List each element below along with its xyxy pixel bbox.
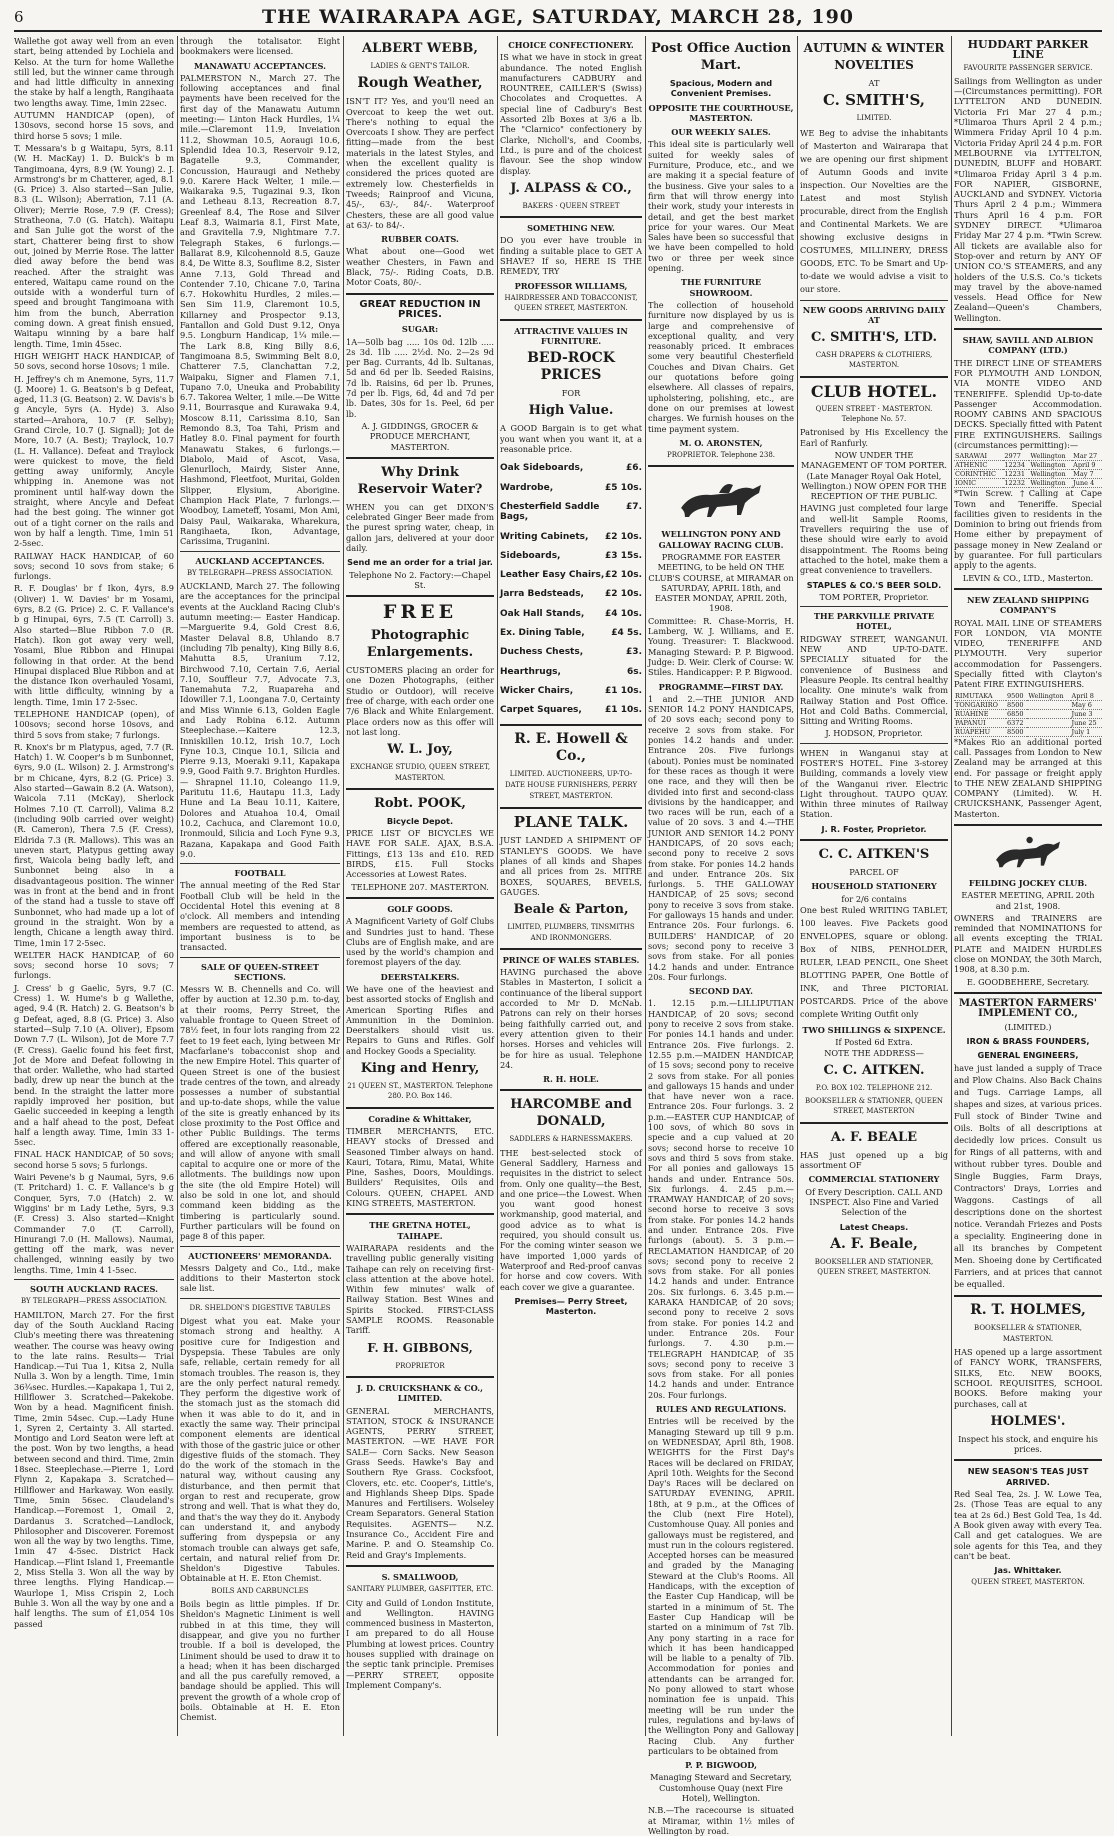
table-row: IONIC 12232 Wellington June 4 xyxy=(954,479,1102,488)
table-row: RUAHINE 6850 June 3 xyxy=(954,709,1102,718)
advert-sub: BOOKSELLER & STATIONER, QUEEN STREET, MASTERTON xyxy=(804,1097,944,1116)
advert-sub: Send me an order for a trial jar. xyxy=(347,557,493,568)
section-heading: FOOTBALL xyxy=(234,868,286,879)
advert-heading: SHAW, SAVILL AND ALBION COMPANY (LTD.) xyxy=(962,335,1094,356)
advert-text: HAS opened up a large assortment of FANCY WORK, TRANSFERS, SILKS, Etc. NEW BOOKS, SCHOOL REQUISITES, SCHOOL BOOKS. Before making your purchases, call at xyxy=(954,1347,1102,1409)
advert-sub: 21 QUEEN ST., MASTERTON. Telephone 280. P.O. Box 146. xyxy=(347,1082,493,1101)
advert-title: Coradine & Whittaker, xyxy=(368,1113,472,1124)
column-shipping-merchants xyxy=(954,36,1102,1736)
advert-sign: Premises— Perry Street, Masterton. xyxy=(514,1295,628,1317)
advert-sub: Managing Steward and Secretary, Customhouse Quay (next Fire Hotel), Wellington. xyxy=(650,1772,792,1804)
advert-sub: LIMITED, PLUMBERS, TINSMITHS AND IRONMONGERS. xyxy=(507,923,635,942)
advert-sub: Bicycle Depot. xyxy=(386,815,454,826)
race-heading: RAILWAY HACK HANDICAP, of 60 sovs; second 10 sovs from stake; 6 furlongs. xyxy=(14,550,174,582)
table-row: CORINTHIC 12231 Wellington May 7 xyxy=(954,470,1102,479)
advert-text: *Makes Rio an additional ported call. Passages from London to New Zealand may be arranged at this end. For passage or freight apply to THE NEW ZEALAND SHIPPING COMPANY (Limited). W. H. CRUICKSHANK, Passenger Agent, Masterton. xyxy=(954,736,1102,819)
advert-heading: DEERSTALKERS. xyxy=(380,971,460,982)
column-adverts-a xyxy=(346,36,494,1736)
advert-title: J. ALPASS & CO., xyxy=(510,180,632,196)
advert-heading: CHOICE CONFECTIONERY. xyxy=(508,40,634,50)
advert-heading: Why Drink Reservoir Water? xyxy=(357,464,483,497)
advert-sub: SANITARY PLUMBER, GASFITTER, ETC. xyxy=(346,1585,494,1594)
advert-sub: If Posted 6d Extra. xyxy=(835,1037,913,1048)
advert-title: THE PARKVILLE PRIVATE HOTEL, xyxy=(813,611,935,632)
advert-sign: TOM PORTER, Proprietor. xyxy=(819,591,929,602)
advert-sign: R. H. HOLE. xyxy=(543,1074,599,1085)
table-row: ATHENIC 12234 Wellington April 9 xyxy=(954,461,1102,470)
advert-heading: Post Office Auction Mart. xyxy=(650,41,792,73)
advert-title: W. L. Joy, xyxy=(387,742,453,758)
advert-sign: E. GOODBEHERE, Secretary. xyxy=(966,976,1090,987)
advert-title: C. C. AITKEN. xyxy=(823,1062,925,1078)
advert-heading: TWO SHILLINGS & SIXPENCE. xyxy=(802,1024,946,1035)
advert-sub: FAVOURITE PASSENGER SERVICE. xyxy=(963,63,1093,72)
price-row: Oak Hall Stands, £4 10s. xyxy=(500,608,642,619)
race-heading: WELTER HACK HANDICAP, of 60 sovs; second horse 10 sovs; 7 furlongs. xyxy=(14,949,174,981)
advert-sub: HAIRDRESSER AND TOBACCONIST, QUEEN STREET, MASTERTON. xyxy=(504,293,638,313)
advert-text: IS what we have in stock in great abundance. The noted English manufacturers CADBURY and ROUNTREE, CAILLER'S (Swiss) Chocolates and Croquettes. A special line of Cadbury's Best Assorted 2lb Boxes at 3/6 a lb. The "Clarnico" confectionery by Clarke, Nicholl's, and Coombs, Ltd., is pure and of the choicest flavour. See the shop window display. xyxy=(500,52,642,176)
table-row: PAPANUI 6372 June 25 xyxy=(954,718,1102,727)
advert-text: THE best-selected stock of General Saddlery, Harness and requisites in the district to select from. Only one quality—the Best, and one price—the Lowest. When you want good honest workmanship, good material, and good advice as to what is required, you should consult us. For the coming winter season we have imported 1,000 yards of Waterproof and Red-proof canvas for horse and cow covers. With each cover we give a guarantee. xyxy=(500,1147,642,1292)
advert-heading: PRINCE OF WALES STABLES. xyxy=(502,954,640,965)
advert-title: R. E. Howell & Co., xyxy=(514,731,628,765)
article-text: Messrs W. B. Chennells and Co. will offer by auction at 12.30 p.m. to-day, at their rooms, Perry Street, the valuable frontage to Queen Street of 78½ feet, in four lots ranging from 22 feet to 19 feet each, lying between Mr Macfarlane's tobacconist shop and the new Empire Hotel. This quarter of Queen Street is one of the busiest trade centres of the town, and already possesses a number of substantial and up-to-date shops, while the value of the site is greatly enhanced by its close proximity to the Post Office and other Public Buildings. The terms offered are exceptionally reasonable, and will allow of anyone with small capital to acquire one or more of the allotments. The buildings now upon the site (the old Empire Hotel) will also be sold in one lot, and should command keen bidding as the timbering is particularly sound. Further particulars will be found on page 8 of this paper. xyxy=(180,984,340,1242)
advert-sign: P. P. BIGWOOD, xyxy=(685,1760,757,1771)
article-text: Messrs Dalgety and Co., Ltd., make additions to their Masterton stock sale list. xyxy=(180,1262,340,1294)
advert-text: 1 and 2.—THE JUNIOR AND SENIOR 14.2 PONY HANDICAPS, of 20 sovs each; second pony to receive 2 sovs from stake. For ponies 14.2 hands and under. Entrance 20s. Five furlongs (about). Ponies must be nominated for these races as though it were one race, and they will then be divided into first and second-class divisions by the handicapper, and two races will be run, each of a value of 20 sovs. 3 and 4.—THE JUNIOR AND SENIOR 14.2 PONY HANDICAPS, of 20 sovs each; second pony to receive 2 sovs from stake. For ponies 14.2 hands and under. Entrance 20s. Six furlongs. 5. THE GALLOWAY HANDICAP, of 25 sovs; second pony to receive 3 sovs from stake. For galloways 15 hands and under. Entrance 20s. Four furlongs. 6. BUILDERS' HANDICAP, of 20 sovs; second pony to receive 3 sovs from stake. For all ponies 14.2 hands and under. Entrance 20s. Four furlongs. xyxy=(648,693,794,982)
column-racing-results xyxy=(14,36,174,1736)
advert-text: Inspect his stock, and enquire his prices. xyxy=(958,1433,1098,1455)
columns xyxy=(14,36,1102,1836)
advert-heading: NEW GOODS ARRIVING DAILY AT xyxy=(802,304,946,325)
advert-sign: Jas. Whittaker. xyxy=(994,1565,1062,1576)
advert-text: RIDGWAY STREET, WANGANUI. NEW AND UP-TO-DATE. SPECIALLY situated for the convenience of Business and Pleasure People. Its central healthy locality. One minute's walk from Railway Station and Post Office. Hot and Cold Baths. Commercial, Sitting and Writing Rooms. xyxy=(800,633,948,727)
advert-sub: OPPOSITE THE COURTHOUSE, MASTERTON. xyxy=(648,102,794,123)
advert-text: ISN'T IT? Yes, and you'll need an Overcoat to keep the wet out. There's nothing to equal the Overcoats I show. They are perfect fitting—made from the best materials in the latest Styles, and when the excellent quality is considered the prices quoted are extremely low. Chesterfields in Tweeds; Rainproof and Vicuna, 45/-, 63/-, 84/-. Waterproof Chesters, these are all good value at 63/- to 84/-. xyxy=(346,96,494,230)
price-row: Chesterfield Saddle Bags, £7. xyxy=(500,501,642,523)
advert-text: OWNERS and TRAINERS are reminded that NOMINATIONS for all events excepting the TRIAL PLATE and MAIDEN HURDLES close on MONDAY, the 30th March, 1908, at 8.30 p.m. xyxy=(954,912,1102,975)
advert-text: Sailings from Wellington as under—(Circumstances permitting). FOR LYTTELTON AND DUNEDIN. Victoria Fri Mar 27 4 p.m.; *Ulimaroa Thurs April 2 4 p.m.; Wimmera Friday April 10 4 p.m. Victoria Friday April 24 4 p.m. FOR MELBOURNE via LYTTELTON, DUNEDIN, BLUFF and HOBART. *Ulimaroa Friday April 3 4 p.m. FOR NAPIER, GISBORNE, AUCKLAND and SYDNEY. Victoria Thurs April 2 4 p.m.; Wimmera Thurs April 16 4 p.m. FOR SYDNEY DIRECT. *Ulimaroa Friday Mar 27 4 p.m. *Twin Screw. All tickets are available also for Stop-over and return by ANY OF UNION CO.'S STEAMERS, and any holders of the U.S.S. Co.'s tickets may travel by the above-named vessels. Head Office for New Zealand—Queen's Chambers, Wellington. xyxy=(954,75,1102,323)
table-row: TONGARIRO 8500 May 6 xyxy=(954,700,1102,709)
advert-text: N.B.—The racecourse is situated at Miramar, within 1½ miles of Wellington by road. xyxy=(648,1805,794,1836)
race-heading: FINAL HACK HANDICAP, of 50 sovs; second horse 5 sovs; 5 furlongs. xyxy=(14,1149,174,1170)
advert-sub: QUEEN STREET · MASTERTON. Telephone No. 57. xyxy=(815,404,933,424)
advert-heading: OUR WEEKLY SALES. xyxy=(671,127,771,138)
price-row: Wardrobe, £5 10s. xyxy=(500,482,642,493)
sailings-table xyxy=(954,452,1102,488)
advert-text: WAIRARAPA residents and the travelling public generally visiting Taihape can rely on receiving first-class attention at the above hotel. Within few minutes' walk of Railway Station. Best Wines and Spirits Stocked. FIRST-CLASS SAMPLE ROOMS. Reasonable Tariff. xyxy=(346,1242,494,1336)
advert-text: HAVING purchased the above Stables in Masterton, I solicit a continuance of the liberal support accorded to Mr D. McNab. Patrons can rely on their horses being faithfully carried out, and every attention given to their horses. Horses and vehicles will be for hire as usual. Telephone 24. xyxy=(500,967,642,1070)
advert-title: MASTERTON FARMERS' IMPLEMENT CO., xyxy=(959,997,1097,1020)
table-row: SARAWAI 2977 Wellington Mar 27 xyxy=(954,452,1102,461)
advert-sub: QUEEN STREET, MASTERTON. xyxy=(971,1578,1085,1587)
section-heading: AUCKLAND ACCEPTANCES. xyxy=(195,555,325,566)
advert-text: Red Seal Tea, 2s. J. W. Lowe Tea, 2s. (Those Teas are equal to any tea at 2s 6d.) Best Gold Tea, 1s 4d. A Book given away with every Tea. Call and get catalogues. We are sole agents for this Tea, and they can't be beat. xyxy=(954,1489,1102,1561)
advert-text: Digest what you eat. Make your stomach strong and healthy. A positive cure for Indigestion and Dyspepsia. These Tabules are only safe, reliable, certain remedy for all stomach troubles. The reason is, they are the only perfect natural remedy. They perform the digestive work of the stomach just as the stomach did when it was able to do it, and in exactly the same way. Their principal component elements are identical with those of the gastric juice or other digestive fluids of the stomach. They do the work of the stomach in the natural way, without causing any disturbance, and then permit that organ to rest and recuperate, grow strong and well. That is what they do, and that's the way they do it. Anybody can understand it, and anybody suffering from dyspepsia or any stomach trouble can always get safe, certain, and natural relief from Dr. Sheldon's Digestive Tabules. Obtainable at H. E. Eton Chemist. xyxy=(180,1316,341,1584)
advert-heading: Photographic Enlargements. xyxy=(366,628,474,661)
advert-heading: RUBBER COATS. xyxy=(381,234,459,245)
advert-heading: GREAT REDUCTION IN PRICES. xyxy=(359,298,481,320)
advert-title: Robt. POOK, xyxy=(374,795,466,811)
advert-text: 1. 12.15 p.m.—LILLIPUTIAN HANDICAP, of 20 sovs; second pony to receive 2 sovs from stake. For ponies 14.1 hands and under. Entrance 20s. Five furlongs. 2. 12.55 p.m.—MAIDEN HANDICAP, of 15 sovs; second pony to receive 2 sovs from stake. For all ponies and galloways 15 hands and under that have never won a race. Entrance 20s. Four furlongs. 3. 2 p.m.—EASTER CUP HANDICAP, of 100 sovs, of which 80 sovs in specie and a cup valued at 20 sovs; second horse to receive 10 sovs and third 5 sovs from stake. For all ponies and galloways 15 hands and under. Entrance 50s. Six furlongs. 4. 2.45 p.m.—TRAMWAY HANDICAP, of 20 sovs; second horse to receive 3 sovs from stake. For ponies 14.2 hands and under. Entrance 20s. Five furlongs (about). 5. 3 p.m.—RECLAMATION HANDICAP, of 20 sovs; second pony to receive 2 sovs from stake. For all ponies 14.2 hands and under. Entrance 20s. Six furlongs. 6. 3.45 p.m.—KARAKA HANDICAP, of 20 sovs; second pony to receive 2 sovs from stake. For ponies 14.2 and under. Entrance 20s. Four furlongs. 7. 4.30 p.m.—TELEGRAPH HANDICAP, of 35 sovs; second pony to receive 3 sovs from stake. For all ponies 14.2 hands and under. Entrance 20s. Four furlongs. xyxy=(648,998,794,1400)
advert-text: City and Guild of London Institute, and Wellington. HAVING commenced business in Masterton, I am prepared to do all House Plumbing at lowest prices. Country houses supplied with drainage on the septic tank principle. Premises—PERRY STREET, opposite Implement Company's. xyxy=(346,1597,494,1690)
advert-title: M. O. ARONSTEN, xyxy=(679,437,763,448)
advert-heading: NEW SEASON'S TEAS JUST ARRIVED. xyxy=(967,1466,1089,1487)
advert-text: CUSTOMERS placing an order for one Dozen Photographs, (either Studio or Outdoor), will receive free of charge, with each order one 7/6 Black and White Enlargement. Place orders now as this offer will not last long. xyxy=(346,665,494,737)
advert-sub: PARCEL OF xyxy=(849,867,899,878)
page-number: 6 xyxy=(14,8,24,26)
table-row: RUAPEHU 8500 July 1 xyxy=(954,727,1102,736)
advert-sign: TELEPHONE 207. MASTERTON. xyxy=(351,881,489,892)
race-result: Wairi Pevene's b g Naumai, 5yrs, 9.6 (T. Pritchard) 1. C. F. Vallance's b g Conquer, 5yrs, 7.0 (Hatch) 2. W. Wiggins' br m Lady Lethe, 5yrs, 9.3 (F. Cress) 3. Also started—Knight Commander 7.0 (T. Carroll), Hinurangi 7.0 (H. Mallows). Naumai, getting off the mark, was never challenged, winning easily by two lengths. Time, 1min 4 1-5sec. xyxy=(14,1172,174,1275)
advert-heading: SOMETHING NEW. xyxy=(527,223,615,234)
advert-sub: P.O. BOX 102. TELEPHONE 212. xyxy=(815,1083,933,1092)
advert-text: GENERAL MERCHANTS, STATION, STOCK & INSURANCE AGENTS, PERRY STREET, MASTERTON. —WE HAVE FOR SALE— Corn Sacks. New Season Grass Seeds. Hawke's Bay and Southern Rye Grass. Cocksfoot, Clovers, etc. etc. Cooper's, Little's, and Highlands Sheep Dips. Spade Manures and Fertilisers. Wolseley Cream Separators. General Station Requisites. AGENTS— N.Z. Insurance Co., Accident Fire and Marine. P. and O. Steamship Co. Reid and Gray's Implements. xyxy=(346,1405,494,1560)
advert-sub: LIMITED. xyxy=(856,114,892,123)
advert-text: Patronised by His Excellency the Earl of Ranfurly. xyxy=(800,427,948,448)
advert-text: *Twin Screw. †Calling at Cape Town and Teneriffe. Special facilities given to residents in the Dominion to bring out friends from Home either by prepayment of passage money in New Zealand or by guarantee. For full particulars apply to the agents. xyxy=(954,488,1102,571)
advert-text: have just landed a supply of Trace and Plow Chains. Also Back Chains and Tugs. Carriage Lamps, all shapes and sizes, at various prices. Full stock of Binder Twine and Oils. Bolts of all descriptions at decidedly low prices. Consult us for Rings of all patterns, with and without rubber tyres. Double and Single Buggies, Farm Drays, Contractors' Drays, Lorries and Waggons. Castings of all descriptions done on the shortest notice. Verandah Friezes and Posts a speciality. Engineering done in all its branches by Competent Men. Shoeing done by Certificated Farriers, and at prices that cannot be equalled. xyxy=(954,1063,1102,1290)
byline: BY TELEGRAPH—PRESS ASSOCIATION. xyxy=(20,1297,168,1306)
race-result: R. Knox's br m Platypus, aged, 7.7 (R. Hatch) 1. W. Cooper's b m Sunbonnet, 6yrs, 9.0 (L. Wilson) 2. J. Armstrong's br m Chicane, 4yrs, 8.2 (G. Price) 3. Also started—Gawain 8.2 (A. Watson), Waicola 7.11 (McKay), Sherlock Holmes 7.10 (T. Carroll), Valima 8.2 (including 90lb carried over weight) (R. Cameron), Thera 7.5 (F. Cress), Eldrida 7.3 (R. Mallows). This was an uneven start, Platypus getting away first, Waicola being badly left, and Sunbonnet being also in a disadvantageous position. The winner was in front at the bend and in front of the stand had a tussle to stave off Sunbonnet, who had made up a lot of ground in the straight. Won by a length, Chicane a length away third. Time, 1min 17 2-5sec. xyxy=(14,741,174,948)
article-text: AUCKLAND, March 27. The following are the acceptances for the principal events at the Auckland Racing Club's autumn meeting:— Easter Handicap.—Marguerite 9.4, Gold Crest 8.6, Master Delaval 8.8, Uhlando 8.7 (including 7lb penalty), King Billy 8.6, Mahutta 8.5, Uranium 7.12, Birchwood 7.10, Certain 7.6, Aerial 7.10, Souffleur 7.7, Advocate 7.3, Tanemahuta 7.2, Ruapareha and Idowiller 7.1, Loongana 7.0, Certainty and Miss Winnie 6.13, Golden Eagle and Lady Robina 6.12. Autumn Steeplechase.—Kaitere 12.3, Inniskillen 10.12, Irish 10.7, Loch Fyne 10.3, Cinque 10.1, Silicia and Pierre 9.13, Moeraki 9.11, Kapakapa 9.9, Good Faith 9.7. Brighton Hurdles. — Shrapnel 11.10, Coleango 11.9, Paritutu 11.6, Hautapu 11.3, Lady Hune and La Beau 10.11, Kaitere, Dolores and Atuahoa 10.4, Omail 10.2, Cachuca, and Claremont 10.0, Ironmould, Silicia and Loch Fyne 9.3, Razana, Kapakapa and Good Faith 9.0. xyxy=(180,581,340,859)
advert-heading: HUDDART PARKER LINE xyxy=(967,38,1089,62)
advert-heading: THE FURNITURE SHOWROOM. xyxy=(680,277,762,298)
advert-text: JUST LANDED A SHIPMENT OF STANLEY'S GOODS. We have planes of all kinds and Shapes and all prices from 2s. MITRE BOXES, SQUARES, BEVELS, GAUGES. xyxy=(500,835,642,897)
advert-title: ALBERT WEBB, xyxy=(362,41,478,56)
advert-text: TIMBER MERCHANTS, ETC. HEAVY stocks of Dressed and Seasoned Timber always on hand. Kauri, Totara, Rimu, Matai, White Pine, Sashes, Doors, Mouldings. Builders' Requisites, Oils and Colours. QUEEN, CHAPEL AND KING STREETS, MASTERTON. xyxy=(346,1125,494,1209)
advert-sub: SECOND DAY. xyxy=(689,986,753,997)
advert-heading: ATTRACTIVE VALUES IN FURNITURE. xyxy=(514,325,628,346)
advert-sub: AT xyxy=(868,78,880,88)
byline: BY TELEGRAPH—PRESS ASSOCIATION. xyxy=(186,568,334,577)
advert-text: THE DIRECT LINE OF STEAMERS FOR PLYMOUTH AND LONDON, VIA MONTE VIDEO AND TENERIFFE. Splendid Up-to-date Passenger Accommodation. ROOMY CABINS AND SPACIOUS DECKS. Specially fitted with Patent FIRE EXTINGUISHERS. Sailings (circumstances permitting):— xyxy=(954,357,1102,450)
advert-sub: LADIES & GENT'S TAILOR. xyxy=(370,62,470,70)
advert-heading: DR. SHELDON'S DIGESTIVE TABULES xyxy=(189,1303,331,1312)
advert-sub: PROPRIETOR. Telephone 238. xyxy=(666,451,776,460)
advert-text: A GOOD Bargain is to get what you want when you want it, at a reasonable price. xyxy=(500,423,642,455)
advert-text: Of Every Description. CALL AND INSPECT. Also Fine and Varied Selection of the xyxy=(805,1186,943,1218)
advert-sub: SADDLERS & HARNESSMAKERS. xyxy=(509,1135,633,1144)
advert-title: PROFESSOR WILLIAMS, xyxy=(514,280,628,291)
advert-text: The collection of household furniture now displayed by us is large and comprehensive of exceptional quality, and very reasonably priced. It embraces some very beautiful Chesterfield Couches and Divan Chairs. Get our quotations before going elsewhere. All classes of repairs, upholstering, polishing, etc., are done on our premises at lowest charges. We furnish houses on the time payment system. xyxy=(648,299,794,434)
advert-sub: Spacious, Modern and Convenient Premises. xyxy=(669,78,773,99)
race-heading: HIGH WEIGHT HACK HANDICAP, of 50 sovs, second horse 10sovs; 1 mile. xyxy=(14,350,174,372)
section-heading: AUCTIONEERS' MEMORANDA. xyxy=(188,1250,332,1261)
advert-heading: GOLF GOODS. xyxy=(387,903,453,914)
advert-title: King and Henry, xyxy=(360,1061,480,1077)
advert-heading: HOUSEHOLD STATIONERY xyxy=(811,881,937,892)
column-auction-racing xyxy=(648,36,794,1836)
price-row: Writing Cabinets, £2 10s. xyxy=(500,531,642,542)
advert-sign: J. HODSON, Proprietor. xyxy=(825,728,923,739)
advert-text: Boils begin as little pimples. If Dr. Sheldon's Magnetic Liniment is well rubbed in at this time, they will disappear, and give you no further trouble. If a boil is developed, the Liniment should be used to draw it to a head; when it has been discharged and all the pus carefully removed, a bandage should be applied. This will prevent the growth of a whole crop of boils. Obtainable at H. E. Eton Chemist. xyxy=(180,1599,340,1723)
advert-heading: FEILDING JOCKEY CLUB. xyxy=(968,878,1088,888)
advert-title: C. SMITH'S, xyxy=(822,91,926,110)
article-text: PALMERSTON N., March 27. The following acceptances and final payments have been received for the first day of the Manawatu Autumn meeting:— Linton Hack Hurdles, 1¼ mile.—Claremont 11.9, Inveiation 11.2, Showman 10.5, Aoraugi 10.6, Splendid Idea 10.3, Reservoir 9.12, Bagatelle 9.3, Commander, Concussion, Hauraugi and Netheby 9.0. Karere Hack Welter, 1 mile.—Waikaraka 9.5, Tugazinai 9.3, Ikon and Letheau 8.13, Recreation 8.7, Greenleaf 8.4, The Rose and Silver Leaf 8.3, Waimaria 8.1, First Mate, and Gravitella 7.9, Nightmare 7.7. Telegraph Stakes, 6 furlongs.—Ballarat 8.9, Kilcohennold 8.5, Gauze 8.4, De Witte 8.3, Souflime 8.2, Sister Anne 7.13, Gold Thread and Contender 7.10, Chicane 7.0, Tarina 6.7. Hokowhitu Hurdles, 2 miles.—Sen Sim 11.9, Claremont 10.5, Killarney and Prospector 9.13, Fantallon and Gold Dust 9.12, Onya 9.5. Longburn Handicap, 1¼ mile.—The Lark 8.8, King Billy 8.6, Tangimoana 8.5, Swimming Belt 8.0, Chatterer 7.5, Clanchattan 7.2, Waipaku, Signer and Flamen 7.1, Tupano 7.0, Uneuka and Probability 6.7. Takorea Welter, 1 mile.—De Witte 9.11, Bourrasque and Kurawaka 9.4, Moscow 8.11, Carissima 8.10, San Remondo 8.3, Toa Tahi, Prism and Hatley 8.0. Final payment for fourth Manawatu Stakes, 6 furlongs.—Diabolo, Maid of Ascot, Vasa, Glenurlloch, Mairdy, Sister Anne, Hashmond, Fleetfoot, Muritai, Golden Slipper, Elysium, Aborigine. Champion Hack Plate, 7 furlongs.—Woodboy, Lameteff, Yosami, Mon Ami, Daisy Paul, Waikaraka, Wharekura, Rangihaeta, Ikon, Advantage, Carissima, Truganini. xyxy=(180,72,340,547)
advert-heading: Rough Weather, xyxy=(357,75,483,92)
article-text: through the totalisator. Eight bookmakers were licensed. xyxy=(180,36,340,57)
advert-title: HOLMES'. xyxy=(990,1413,1066,1429)
section-heading: MANAWATU ACCEPTANCES. xyxy=(194,60,326,71)
advert-title: Beale & Parton, xyxy=(513,902,629,918)
advert-heading: AUTUMN & WINTER NOVELTIES xyxy=(803,41,945,72)
race-heading: AUTUMN HANDICAP (open), of 130sovs, second horse 15 sovs, and third horse 5 sovs; 1 mile. xyxy=(14,110,174,141)
advert-text: ROYAL MAIL LINE OF STEAMERS FOR LONDON, VIA MONTE VIDEO, TENERIFFE AND PLYMOUTH. Very superior accommodation for Passengers. Specially fitted with Clayton's Patent FIRE EXTINGUISHERS. xyxy=(954,617,1102,690)
advert-text: HAS just opened up a big assortment OF xyxy=(800,1149,948,1171)
advert-heading: FREE xyxy=(382,601,458,624)
advert-heading: STAPLES & CO.'S BEER SOLD. xyxy=(806,579,942,590)
advert-text: HAVING just completed four large and well-lit Sample Rooms, Travellers requiring the use of these should wire early to avoid disappointment. The Rooms being attached to the hotel, make them a great convenience to travellers. xyxy=(800,503,948,576)
advert-sub: (LIMITED.) xyxy=(1004,1021,1052,1032)
column-drapers-stationers xyxy=(800,36,948,1736)
advert-title: HARCOMBE and DONALD, xyxy=(510,1097,632,1130)
advert-text: DO you ever have trouble in finding a suitable place to GET A SHAVE? If so, HERE IS THE REMEDY, TRY xyxy=(500,235,642,277)
advert-title: J. D. CRUICKSHANK & CO., LIMITED. xyxy=(357,1382,483,1404)
advert-sub: PROGRAMME—FIRST DAY. xyxy=(658,681,784,692)
advert-text: Committee: R. Chase-Morris, H. Lamberg, W. J. Williams, and E. Young. Treasurer: T. Blackwood. Managing Steward: P. P. Bigwood. Judge: D. Weir. Clerk of Course: W. Stiles. Handicapper: P. P. Bigwood. xyxy=(648,615,794,678)
jockey-illustration xyxy=(983,832,1073,872)
advert-heading: BED-ROCK PRICES xyxy=(527,350,615,384)
article-text: Wallethe got away well from an even start, being attended by Lochiela and Kelso. At the turn for home Wallethe still led, but the winner came through and had little difficulty in annexing the stake by half a length, Rangihaata two lengths away. Time, 1min 22sec. xyxy=(14,36,174,108)
advert-sub: for 2/6 contains xyxy=(841,893,907,904)
advert-title: C. C. AITKEN'S xyxy=(818,847,930,863)
advert-sub: BOOKSELLER AND STATIONER, QUEEN STREET, MASTERTON. xyxy=(814,1257,934,1277)
advert-title: F. H. GIBBONS, xyxy=(367,1340,473,1355)
race-result: J. Cress' b g Gaelic, 5yrs, 9.7 (C. Cress) 1. W. Hume's b g Wallethe, aged, 9.4 (R. Hatch) 2. G. Beatson's b g Defeat, aged, 8.8 (G. Price) 3. Also started—Sulp 7.10 (A. Oliver), Epsom Down 7.7 (L. Wilson), Jot de More 7.7 (F. Cress). Gaelic found his feet first, Jot de More and Defeat following in that order. Wallethe, who had started badly, drew up near the bunch at the bend. In the straight the latter more rapidly improved her position, but Gaelic succeeded in keeping a length and a half ahead to the post, Defeat half a length away. Time, 1min 33 1-5sec. xyxy=(14,982,174,1148)
advert-text: PRICE LIST OF BICYCLES WE HAVE FOR SALE. AJAX, B.S.A. Fittings, £13 13s and £10. RED BIRDS, £15. Full Stocks Accessories at Lowest Rates. xyxy=(346,828,494,880)
table-row: RIMUTAKA 9500 Wellington April 8 xyxy=(954,692,1102,701)
advert-sign: Telephone No 2. Factory:—Chapel St. xyxy=(349,569,491,590)
advert-sign: J. R. Foster, Proprietor. xyxy=(821,823,927,834)
advert-text: A Magnificent Variety of Golf Clubs and Sundries just to hand. These Clubs are of English make, and are used by the world's champion and foremost players of the day. xyxy=(346,916,494,968)
advert-text: PROGRAMME FOR EASTER MEETING, to be held ON THE CLUB'S COURSE, at MIRAMAR on SATURDAY, APRIL 18th, and EASTER MONDAY, APRIL 20th, 1908. xyxy=(648,551,794,614)
advert-text: What about one—Good wet weather Chesters, in Fawn and Black, 75/-. Riding Coats, D.B. Motor Coats, 80/-. xyxy=(346,246,494,288)
advert-sub: LIMITED. AUCTIONEERS, UP-TO-DATE HOUSE FURNISHERS, PERRY STREET, MASTERTON. xyxy=(504,770,638,801)
advert-text: NOW UNDER THE MANAGEMENT OF TOM PORTER. (Late Manager Royal Oak Hotel, Wellington.) NOW OPEN FOR THE RECEPTION OF THE PUBLIC. xyxy=(800,449,948,502)
price-row: Oak Sideboards, £6. xyxy=(500,463,642,474)
advert-sign: LEVIN & CO., LTD., Masterton. xyxy=(962,572,1094,583)
advert-sub: EASTER MEETING, APRIL 20th and 21st, 1908. xyxy=(961,890,1095,911)
furniture-price-list xyxy=(500,463,642,715)
advert-title: A. F. BEALE xyxy=(830,1129,918,1145)
advert-text: 1A—50lb bag ..... 10s 0d. 12lb ..... 2s 3d. 1lb ..... 2½d. No. 2—2s 9d per Bag. Currants, 4d lb. Sultanas, 5d and 6d per lb. Seeded Raisins, 7d lb. Raisins, 6d per lb. Prunes, 7d per lb. Figs, 6d, 4d and 7d per lb. Dates, 30s for 1s. Peel, 6d per lb. xyxy=(346,336,494,419)
advert-title: S. SMALLWOOD, xyxy=(381,1571,459,1582)
advert-sign: A. J. GIDDINGS, GROCER & PRODUCE MERCHANT, MASTERTON. xyxy=(361,420,479,452)
price-row: Jarra Bedsteads, £2 10s. xyxy=(500,589,642,600)
section-heading: SALE OF QUEEN-STREET SECTIONS. xyxy=(201,961,319,982)
column-adverts-b xyxy=(500,36,642,1736)
advert-sub: EXCHANGE STUDIO, QUEEN STREET, MASTERTON. xyxy=(349,763,491,782)
column-acceptances xyxy=(180,36,340,1736)
price-row: Duchess Chests, £3. xyxy=(500,647,642,658)
advert-text: Entries will be received by the Managing Steward up till 9 p.m. on WEDNESDAY, April 8th, 1908. WEIGHTS for the First Day's Races will be declared on FRIDAY, April 10th. Weights for the Second Day's Races will be declared on SATURDAY EVENING, APRIL 18th, at 9 p.m., at the Offices of the Club (next Fire Hotel), Customhouse Quay. All ponies and galloways must be registered, and must run in the colours registered. Accepted horses can be measured and graded by the Managing Steward at the Club's Rooms. All Handicaps, with the exception of the Easter Cup Handicap, will be started in a minimum of 5t. The Easter Cup Handicap will be started on a minimum of 7st 7lb. Any pony starting in a race for which it has been handicapped will be liable to a penalty of 7lb. Accommodation for ponies and attendants can be arranged for. No pony allowed to start whose nomination fee is unpaid. This meeting will be run under the rules, regulations and by-laws of the Wellington Pony and Galloway Racing Club. Any further particulars to be obtained from xyxy=(648,1416,794,1756)
advert-text: This ideal site is particularly well suited for weekly sales of Furniture, Produce, etc., and we are making it a special feature of the business. Give your sales to a firm that will throw energy into their work, study your interests in detail, and get the best market price for your wares. Our Meat Sales have been so successful that we have been compelled to hold two or three per week since opening. xyxy=(648,139,794,274)
racehorse-illustration xyxy=(671,473,771,523)
advert-text: WHEN you can get DIXON'S celebrated Ginger Beer made from the purest spring water, cheap, in gallon jars, delivered at your door daily. xyxy=(346,501,494,553)
advert-heading: Latest Cheaps. xyxy=(839,1221,909,1232)
section-heading: SOUTH AUCKLAND RACES. xyxy=(30,1284,158,1295)
race-heading: TELEPHONE HANDICAP (open), of 100sovs; second horse 10sovs, and third 5 sovs from stake; 7 furlongs. xyxy=(14,709,174,740)
race-result: R. F. Douglas' br f Ikon, 4yrs, 8.9 (Oliver) 1. W. Davies' br m Yosami, 6yrs, 8.2 (G. Price) 2. C. F. Vallance's b g Hinupai, 6yrs, 7.5 (T. Carroll) 3. Also started—Blue Ribbon 7.0 (R. Hatch). Ikon got away very well, Yosami, Blue Ribbon and Hinupai following in that order. At the bend Hinupai displaced Blue Ribbon and at the distance Ikon overhauled Yosami, with little difficulty, winning by a length. Time, 1min 17 2-5sec. xyxy=(14,583,174,707)
advert-heading: NEW ZEALAND SHIPPING COMPANY'S xyxy=(967,594,1089,616)
article-text: HAMILTON, March 27. For the first day of the South Auckland Racing Club's meeting there was threatening weather. The course was heavy owing to the late rains. Results— Trial Handicap.—Tui Tua 1, Kitsa 2, Nulla Nulla 3. Won by a length. Time, 1min 36¾sec. Hurdles.—Kapakapa 1, Tui 2, Hillflower 3. Scratched—Pakekobe. Won by a head. Magnificent finish. Time, 2min 54sec. Cup.—Lady Hune 1, Syren 2, Certainty 3. All started. Montigo and Lord Seaton were left at the post. Won by two lengths, a head between second and third. Time, 2min 18sec. Steeplechase.—Pierre 1, Lord Flynn 2, Kapakapa 3. Scratched—Hillflower and Harkaway. Won easily. Time, 5min 56sec. Claudeland's Handicap.—Foremost 1, Omail 2, Dardanus 3. Scratched—Landlock, Philosopher and Discoverer. Foremost won all the way by two lengths. Time, 1min 47 4-5sec. District Hack Handicap.—Flint Island 1, Freemantle 2, Miss Stella 3. Won all the way by three lengths. Flying Handicap.—Waurlope 1, Miss Crispin 2, Loch Buhle 3. Won all the way by one and a half lengths. The sum of £1,054 10s passed xyxy=(14,1309,174,1629)
newspaper-title: THE WAIRARAPA AGE, SATURDAY, MARCH 28, 190 xyxy=(261,6,855,28)
advert-heading: COMMERCIAL STATIONERY xyxy=(808,1174,940,1185)
advert-heading: WELLINGTON PONY AND GALLOWAY RACING CLUB. xyxy=(658,529,784,550)
race-result: H. Jeffrey's ch m Anemone, 5yrs, 11.7 (J. Moore) 1. G. Beatson's b g Defeat, aged, 11.3 (G. Beatson) 2. W. Davis's b g Ancyle, 5yrs (A. Hyde) 3. Also started—Arahora, 10.7 (F. Selby); Grand Circle, 10.7 (J. Signall); Jot de More, 10.7 (A. Best); Traylock, 10.7 (L. H. Vallance). Defeat and Traylock were quickest to move, the field getting away uniformly, Ancyle whipping in. Anemone was not prominent until half-way down the straight, where Ancyle and Defeat had the best going. The winner got out of a tight corner on the rails and won by half a length. Time, 1min 51 2-5sec. xyxy=(14,373,174,549)
masthead xyxy=(14,4,1102,32)
price-row: Ex. Dining Table, £4 5s. xyxy=(500,627,642,638)
advert-sub: PROPRIETOR xyxy=(395,1361,445,1370)
advert-sub: SUGAR: xyxy=(401,324,439,335)
advert-title: C. SMITH'S, LTD. xyxy=(810,330,938,346)
article-text: The annual meeting of the Red Star Football Club will be held in the Occidental Hotel this evening at 8 o'clock. All members and intending members are requested to attend, as important business is to be transacted. xyxy=(180,880,340,953)
advert-heading: BOILS AND CARBUNCLES xyxy=(211,1586,309,1595)
advert-title: THE GRETNA HOTEL, TAIHAPE. xyxy=(369,1220,471,1241)
sailings-table xyxy=(954,692,1102,737)
advert-heading: High Value. xyxy=(528,403,614,419)
advert-sub: CASH DRAPERS & CLOTHIERS, MASTERTON. xyxy=(815,351,933,370)
price-row: Leather Easy Chairs, £2 10s. xyxy=(500,570,642,581)
advert-heading: PLANE TALK. xyxy=(513,813,629,832)
price-row: Hearthrugs, 6s. xyxy=(500,666,642,677)
price-row: Wicker Chairs, £1 10s. xyxy=(500,685,642,696)
advert-text: WE Beg to advise the inhabitants of Masterton and Wairarapa that we are opening our first shipment of Autumn Goods and invite inspection. Our Novelties are the Latest and most Stylish procurable, direct from the English and Continental Markets. We are showing exclusive designs in COSTUMES, MILLINERY, DRESS GOODS, ETC. To be Smart and Up-to-date we would advise a visit to our store. xyxy=(800,127,948,294)
advert-title: R. T. HOLMES, xyxy=(970,1302,1086,1319)
advert-text: We have one of the heaviest and best assorted stocks of English and American Sporting Rifles and Ammunition in the Dominion. Deerstalkers should visit us. Repairs to Guns and Rifles. Golf and Hockey Goods a Speciality. xyxy=(346,984,494,1056)
price-row: Carpet Squares, £1 10s. xyxy=(500,705,642,716)
advert-sub: FOR xyxy=(561,388,581,399)
advert-sub: BAKERS · QUEEN STREET xyxy=(522,201,620,210)
advert-sub: BOOKSELLER & STATIONER, MASTERTON. xyxy=(974,1324,1082,1343)
advert-title: CLUB HOTEL. xyxy=(810,381,938,401)
advert-sub: RULES AND REGULATIONS. xyxy=(655,1404,787,1415)
price-row: Sideboards, £3 15s. xyxy=(500,550,642,561)
advert-text: One best Ruled WRITING TABLET, 100 leaves. Five Packets good ENVELOPES, square or oblong. Box of NIBS, PENHOLDER, RULER, LEAD PENCIL, One Sheet BLOTTING PAPER, One Bottle of INK, and Three PICTORIAL POSTCARDS. Price of the above complete Writing Outfit only xyxy=(800,904,948,1019)
race-result: T. Messara's b g Waitapu, 5yrs, 8.11 (W. H. MacKay) 1. D. Buick's b m Tangimoana, 4yrs, 8.9 (W. Young) 2. J. Armstrong's br m Chatterer, aged, 8.1 (G. Price) 3. Also started—San Julie, 8.3 (L. Wilson); Aberration, 7.11 (A. Oliver); Merrie Rose, 7.9 (F. Cress); Stratheona, 7.0 (G. Hatch). Waitapu and San Julie got the worst of the start, Chatterer being first to show out, joined by Merrie Rose. The latter died away before the bend was reached. After the straight was entered, Waitapu came round on the outside with a wonderful turn of speed and brought Tangimoana with him from the bunch, Aberration coming down. A great finish ensued, Waitapu winning by a bare half length. Time, 1min 45sec. xyxy=(14,142,174,349)
advert-text: WHEN in Wanganui stay at FOSTER'S HOTEL. Fine 3-storey Building, commands a lovely view of the Wanganui river. Electric Light throughout. TAUPO QUAY. Within three minutes of Railway Station. xyxy=(800,747,948,820)
advert-heading: GENERAL ENGINEERS, xyxy=(977,1050,1079,1061)
advert-sub: NOTE THE ADDRESS— xyxy=(824,1047,924,1058)
advert-title: A. F. Beale, xyxy=(830,1235,918,1252)
advert-heading: IRON & BRASS FOUNDERS, xyxy=(966,1035,1090,1046)
